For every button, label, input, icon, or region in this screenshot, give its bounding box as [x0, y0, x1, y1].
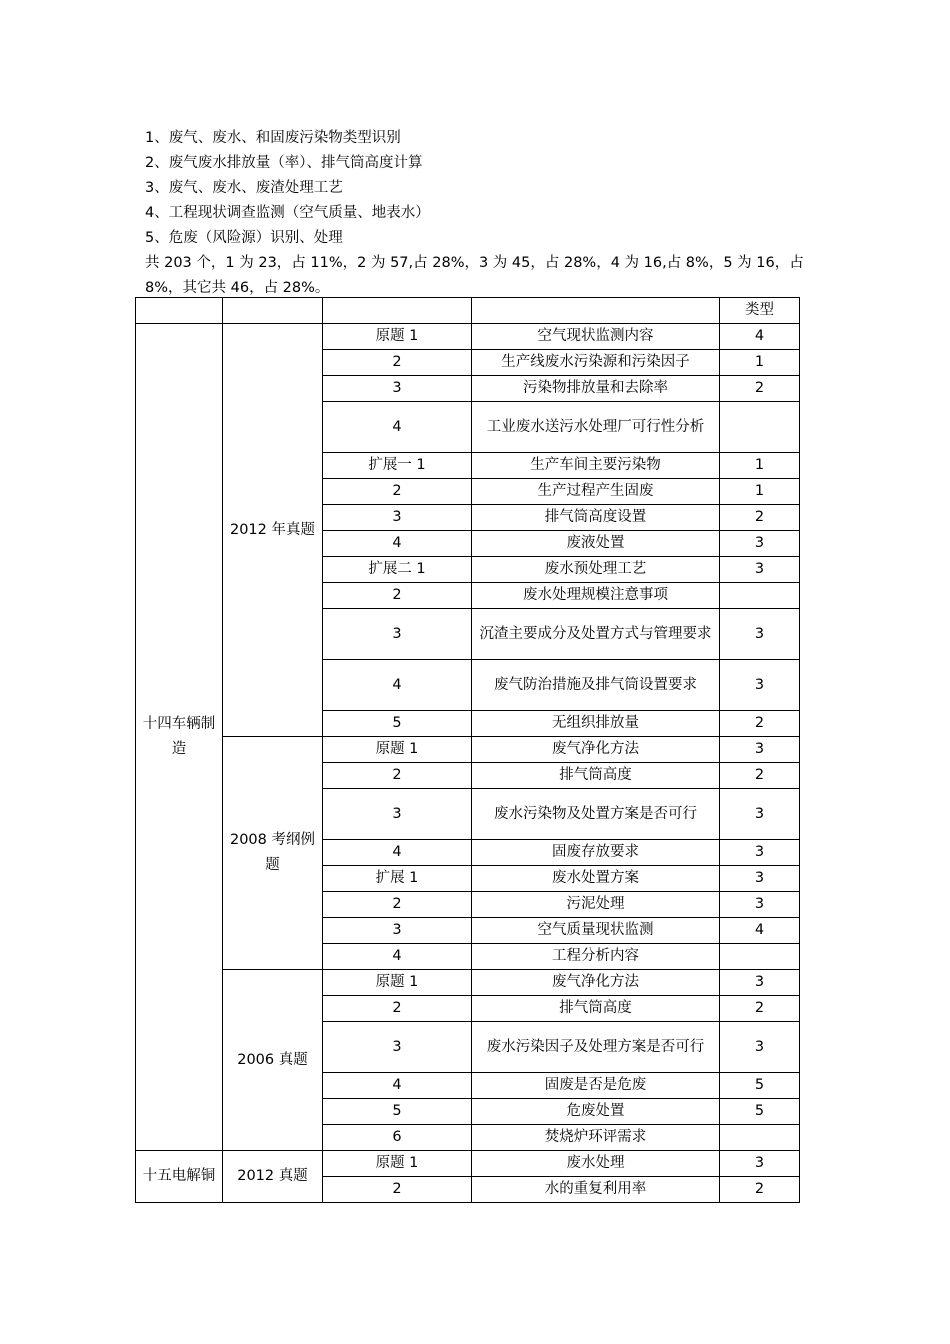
- intro-line: 5、危废（风险源）识别、处理: [145, 230, 343, 246]
- question-number-cell: 4: [323, 660, 472, 711]
- question-number-cell: 3: [323, 918, 472, 944]
- topic-cell: 焚烧炉环评需求: [472, 1125, 720, 1151]
- question-number-cell: 4: [323, 402, 472, 453]
- question-number-cell: 5: [323, 1099, 472, 1125]
- question-number-cell: 3: [323, 505, 472, 531]
- type-cell: 3: [720, 557, 800, 583]
- question-number-cell: 原题 1: [323, 737, 472, 763]
- question-number-cell: 2: [323, 1177, 472, 1203]
- header-cell: [472, 298, 720, 324]
- exam-year-cell: 2008 考纲例题: [223, 737, 323, 970]
- intro-block: [145, 126, 815, 301]
- question-number-cell: 3: [323, 1022, 472, 1073]
- question-number-cell: 4: [323, 944, 472, 970]
- type-cell: 3: [720, 789, 800, 840]
- type-cell: 3: [720, 892, 800, 918]
- topic-cell: 废水处理: [472, 1151, 720, 1177]
- type-cell: 3: [720, 737, 800, 763]
- type-cell: 3: [720, 840, 800, 866]
- topic-cell: 废水预处理工艺: [472, 557, 720, 583]
- summary-line: 共 203 个，1 为 23，占 11%，2 为 57,占 28%，3 为 45，占 28%，4 为 16,占 8%，5 为 16，占 8%，其它共 46，占 28%。: [145, 255, 804, 296]
- question-number-cell: 4: [323, 531, 472, 557]
- question-number-cell: 2: [323, 479, 472, 505]
- table-header-row: [136, 298, 800, 324]
- table-body: [136, 298, 800, 1203]
- type-cell: 4: [720, 918, 800, 944]
- type-cell: 3: [720, 609, 800, 660]
- question-number-cell: 2: [323, 763, 472, 789]
- header-cell: [136, 298, 223, 324]
- topic-cell: 排气筒高度设置: [472, 505, 720, 531]
- intro-line: 3、废气、废水、废渣处理工艺: [145, 180, 343, 196]
- question-number-cell: 3: [323, 376, 472, 402]
- question-number-cell: 扩展二 1: [323, 557, 472, 583]
- intro-line: 2、废气废水排放量（率）、排气筒高度计算: [145, 155, 423, 171]
- industry-cell: 十四车辆制造: [136, 324, 223, 1151]
- question-number-cell: 扩展一 1: [323, 453, 472, 479]
- type-cell: 5: [720, 1073, 800, 1099]
- question-number-cell: 4: [323, 840, 472, 866]
- question-number-cell: 3: [323, 789, 472, 840]
- question-number-cell: 3: [323, 609, 472, 660]
- topic-cell: 空气现状监测内容: [472, 324, 720, 350]
- question-number-cell: 2: [323, 892, 472, 918]
- type-cell: 3: [720, 970, 800, 996]
- type-cell: 2: [720, 505, 800, 531]
- type-cell: 3: [720, 1022, 800, 1073]
- question-number-cell: 6: [323, 1125, 472, 1151]
- topic-cell: 废气防治措施及排气筒设置要求: [472, 660, 720, 711]
- topic-cell: 废水污染物及处置方案是否可行: [472, 789, 720, 840]
- question-number-cell: 2: [323, 350, 472, 376]
- type-cell: 2: [720, 763, 800, 789]
- topic-cell: 污泥处理: [472, 892, 720, 918]
- topic-cell: 生产过程产生固废: [472, 479, 720, 505]
- type-cell: 2: [720, 711, 800, 737]
- type-cell: [720, 583, 800, 609]
- question-number-cell: 2: [323, 583, 472, 609]
- type-cell: [720, 944, 800, 970]
- topic-cell: 无组织排放量: [472, 711, 720, 737]
- type-cell: 3: [720, 1151, 800, 1177]
- question-number-cell: 原题 1: [323, 1151, 472, 1177]
- topic-cell: 固废存放要求: [472, 840, 720, 866]
- type-cell: [720, 402, 800, 453]
- type-cell: 2: [720, 996, 800, 1022]
- topic-cell: 危废处置: [472, 1099, 720, 1125]
- question-table: [135, 297, 800, 1203]
- topic-cell: 生产车间主要污染物: [472, 453, 720, 479]
- topic-cell: 水的重复利用率: [472, 1177, 720, 1203]
- header-cell: [323, 298, 472, 324]
- topic-cell: 废液处置: [472, 531, 720, 557]
- table-row: [136, 324, 800, 350]
- table-row: [136, 1151, 800, 1177]
- type-cell: 3: [720, 660, 800, 711]
- topic-cell: 废水污染因子及处理方案是否可行: [472, 1022, 720, 1073]
- topic-cell: 废水处置方案: [472, 866, 720, 892]
- intro-line: 4、工程现状调查监测（空气质量、地表水）: [145, 205, 430, 221]
- type-cell: 2: [720, 1177, 800, 1203]
- type-cell: 5: [720, 1099, 800, 1125]
- type-cell: 3: [720, 866, 800, 892]
- topic-cell: 固废是否是危废: [472, 1073, 720, 1099]
- table-row: [136, 737, 800, 763]
- exam-year-cell: 2012 年真题: [223, 324, 323, 737]
- table-row: [136, 970, 800, 996]
- question-number-cell: 2: [323, 996, 472, 1022]
- exam-year-cell: 2006 真题: [223, 970, 323, 1151]
- topic-cell: 排气筒高度: [472, 996, 720, 1022]
- topic-cell: 废气净化方法: [472, 737, 720, 763]
- type-cell: [720, 1125, 800, 1151]
- type-cell: 3: [720, 531, 800, 557]
- topic-cell: 沉渣主要成分及处置方式与管理要求: [472, 609, 720, 660]
- topic-cell: 废气净化方法: [472, 970, 720, 996]
- exam-year-cell: 2012 真题: [223, 1151, 323, 1203]
- question-number-cell: 原题 1: [323, 324, 472, 350]
- industry-cell: 十五电解铜: [136, 1151, 223, 1203]
- topic-cell: 污染物排放量和去除率: [472, 376, 720, 402]
- header-cell: [223, 298, 323, 324]
- type-cell: 4: [720, 324, 800, 350]
- question-number-cell: 扩展 1: [323, 866, 472, 892]
- topic-cell: 工程分析内容: [472, 944, 720, 970]
- topic-cell: 生产线废水污染源和污染因子: [472, 350, 720, 376]
- intro-line: 1、废气、废水、和固废污染物类型识别: [145, 130, 401, 146]
- topic-cell: 工业废水送污水处理厂可行性分析: [472, 402, 720, 453]
- type-cell: 1: [720, 479, 800, 505]
- question-number-cell: 4: [323, 1073, 472, 1099]
- topic-cell: 排气筒高度: [472, 763, 720, 789]
- topic-cell: 空气质量现状监测: [472, 918, 720, 944]
- type-cell: 1: [720, 350, 800, 376]
- question-number-cell: 5: [323, 711, 472, 737]
- header-cell-type: 类型: [720, 298, 800, 324]
- type-cell: 2: [720, 376, 800, 402]
- type-cell: 1: [720, 453, 800, 479]
- topic-cell: 废水处理规模注意事项: [472, 583, 720, 609]
- question-number-cell: 原题 1: [323, 970, 472, 996]
